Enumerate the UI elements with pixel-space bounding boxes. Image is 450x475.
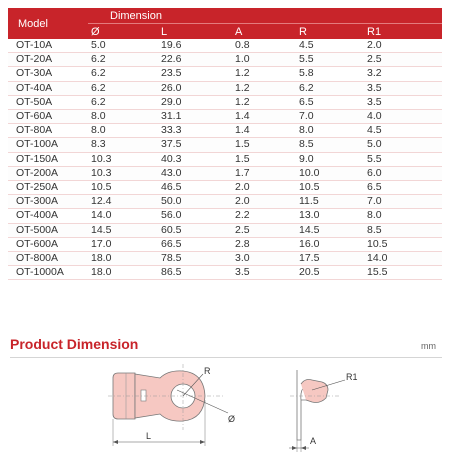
cell-length: 50.0 bbox=[158, 195, 232, 209]
cell-diameter: 10.5 bbox=[88, 181, 158, 195]
cell-diameter: 18.0 bbox=[88, 252, 158, 266]
table-row bbox=[8, 67, 442, 81]
dimension-drawing bbox=[0, 360, 450, 472]
cell-radius-1: 6.0 bbox=[364, 166, 442, 180]
cell-radius: 7.0 bbox=[296, 110, 364, 124]
spec-table bbox=[8, 8, 442, 280]
table-row bbox=[8, 81, 442, 95]
column-header-radius-1: R1 bbox=[364, 24, 442, 40]
cell-radius-1: 10.5 bbox=[364, 237, 442, 251]
cell-length: 33.3 bbox=[158, 124, 232, 138]
cell-model: OT-400A bbox=[8, 209, 88, 223]
cell-radius: 20.5 bbox=[296, 266, 364, 280]
cell-radius-1: 4.5 bbox=[364, 124, 442, 138]
cell-radius-1: 8.0 bbox=[364, 209, 442, 223]
cell-thickness: 1.4 bbox=[232, 110, 296, 124]
column-header-diameter: Ø bbox=[88, 24, 158, 40]
cell-radius-1: 2.0 bbox=[364, 39, 442, 53]
cell-radius-1: 8.5 bbox=[364, 223, 442, 237]
cell-thickness: 1.0 bbox=[232, 53, 296, 67]
cell-radius-1: 3.2 bbox=[364, 67, 442, 81]
cell-radius-1: 6.5 bbox=[364, 181, 442, 195]
section-title: Product Dimension bbox=[10, 336, 139, 352]
cell-model: OT-40A bbox=[8, 81, 88, 95]
side-view-barrel bbox=[301, 380, 328, 403]
cell-thickness: 1.7 bbox=[232, 166, 296, 180]
cell-thickness: 3.5 bbox=[232, 266, 296, 280]
cell-thickness: 1.4 bbox=[232, 124, 296, 138]
cell-diameter: 10.3 bbox=[88, 166, 158, 180]
cell-length: 86.5 bbox=[158, 266, 232, 280]
cell-model: OT-10A bbox=[8, 39, 88, 53]
column-header-radius: R bbox=[296, 24, 364, 40]
cell-diameter: 8.0 bbox=[88, 124, 158, 138]
cell-thickness: 1.2 bbox=[232, 81, 296, 95]
cell-radius: 14.5 bbox=[296, 223, 364, 237]
cell-radius-1: 5.5 bbox=[364, 152, 442, 166]
cell-radius: 9.0 bbox=[296, 152, 364, 166]
table-row bbox=[8, 223, 442, 237]
cell-radius: 5.8 bbox=[296, 67, 364, 81]
ring-terminal-top-view bbox=[108, 364, 235, 446]
cell-radius: 16.0 bbox=[296, 237, 364, 251]
column-header-thickness: A bbox=[232, 24, 296, 40]
cell-thickness: 2.0 bbox=[232, 195, 296, 209]
table-row bbox=[8, 39, 442, 53]
cell-diameter: 18.0 bbox=[88, 266, 158, 280]
cell-diameter: 6.2 bbox=[88, 81, 158, 95]
cell-length: 37.5 bbox=[158, 138, 232, 152]
cell-model: OT-500A bbox=[8, 223, 88, 237]
cell-length: 19.6 bbox=[158, 39, 232, 53]
radius-1-label: R1 bbox=[346, 372, 358, 382]
cell-thickness: 1.5 bbox=[232, 152, 296, 166]
cell-radius: 6.5 bbox=[296, 95, 364, 109]
cell-radius-1: 15.5 bbox=[364, 266, 442, 280]
unit-label: mm bbox=[421, 341, 436, 351]
cell-radius: 8.5 bbox=[296, 138, 364, 152]
cell-length: 66.5 bbox=[158, 237, 232, 251]
cell-length: 26.0 bbox=[158, 81, 232, 95]
cell-radius: 4.5 bbox=[296, 39, 364, 53]
cell-model: OT-60A bbox=[8, 110, 88, 124]
cell-thickness: 2.2 bbox=[232, 209, 296, 223]
table-row bbox=[8, 195, 442, 209]
thickness-label: A bbox=[310, 436, 317, 446]
cell-radius: 8.0 bbox=[296, 124, 364, 138]
cell-length: 78.5 bbox=[158, 252, 232, 266]
cell-thickness: 3.0 bbox=[232, 252, 296, 266]
divider bbox=[10, 357, 442, 358]
radius-label: R bbox=[204, 366, 211, 376]
cell-thickness: 1.5 bbox=[232, 138, 296, 152]
table-row bbox=[8, 252, 442, 266]
cell-diameter: 6.2 bbox=[88, 95, 158, 109]
table-row bbox=[8, 152, 442, 166]
cell-diameter: 5.0 bbox=[88, 39, 158, 53]
cell-model: OT-200A bbox=[8, 166, 88, 180]
cell-length: 31.1 bbox=[158, 110, 232, 124]
cell-radius-1: 3.5 bbox=[364, 81, 442, 95]
cell-diameter: 10.3 bbox=[88, 152, 158, 166]
cell-length: 43.0 bbox=[158, 166, 232, 180]
cell-model: OT-1000A bbox=[8, 266, 88, 280]
table-row bbox=[8, 53, 442, 67]
cell-model: OT-250A bbox=[8, 181, 88, 195]
cell-model: OT-30A bbox=[8, 67, 88, 81]
cell-thickness: 2.0 bbox=[232, 181, 296, 195]
cell-diameter: 14.5 bbox=[88, 223, 158, 237]
table-row bbox=[8, 166, 442, 180]
length-arrow-left bbox=[113, 440, 118, 444]
dimension-header: Dimension bbox=[88, 8, 442, 24]
cell-model: OT-300A bbox=[8, 195, 88, 209]
cell-model: OT-600A bbox=[8, 237, 88, 251]
diameter-label: Ø bbox=[228, 414, 236, 424]
table-row bbox=[8, 237, 442, 251]
cell-radius: 6.2 bbox=[296, 81, 364, 95]
cell-radius: 10.5 bbox=[296, 181, 364, 195]
cell-diameter: 14.0 bbox=[88, 209, 158, 223]
length-label: L bbox=[146, 431, 152, 441]
cell-length: 56.0 bbox=[158, 209, 232, 223]
cell-radius: 11.5 bbox=[296, 195, 364, 209]
cell-diameter: 6.2 bbox=[88, 67, 158, 81]
cell-radius: 13.0 bbox=[296, 209, 364, 223]
cell-length: 29.0 bbox=[158, 95, 232, 109]
cell-model: OT-80A bbox=[8, 124, 88, 138]
table-row bbox=[8, 209, 442, 223]
cell-diameter: 6.2 bbox=[88, 53, 158, 67]
cell-length: 40.3 bbox=[158, 152, 232, 166]
cell-radius-1: 4.0 bbox=[364, 110, 442, 124]
cell-thickness: 1.2 bbox=[232, 95, 296, 109]
table-row bbox=[8, 124, 442, 138]
cell-diameter: 8.0 bbox=[88, 110, 158, 124]
cell-radius-1: 5.0 bbox=[364, 138, 442, 152]
thickness-arrow-left bbox=[292, 446, 297, 450]
cell-model: OT-100A bbox=[8, 138, 88, 152]
column-header-length: L bbox=[158, 24, 232, 40]
cell-thickness: 2.5 bbox=[232, 223, 296, 237]
ring-terminal-side-view bbox=[289, 370, 358, 452]
cell-length: 23.5 bbox=[158, 67, 232, 81]
table-row bbox=[8, 181, 442, 195]
cell-thickness: 1.2 bbox=[232, 67, 296, 81]
cell-length: 46.5 bbox=[158, 181, 232, 195]
cell-diameter: 12.4 bbox=[88, 195, 158, 209]
cell-diameter: 17.0 bbox=[88, 237, 158, 251]
cell-model: OT-20A bbox=[8, 53, 88, 67]
cell-radius-1: 14.0 bbox=[364, 252, 442, 266]
table-row bbox=[8, 95, 442, 109]
length-arrow-right bbox=[200, 440, 205, 444]
cell-length: 60.5 bbox=[158, 223, 232, 237]
cell-model: OT-150A bbox=[8, 152, 88, 166]
crimp-window bbox=[141, 390, 146, 401]
cell-radius: 17.5 bbox=[296, 252, 364, 266]
cell-radius-1: 7.0 bbox=[364, 195, 442, 209]
cell-diameter: 8.3 bbox=[88, 138, 158, 152]
cell-radius: 10.0 bbox=[296, 166, 364, 180]
thickness-arrow-right bbox=[301, 446, 306, 450]
table-row bbox=[8, 138, 442, 152]
table-body bbox=[8, 39, 442, 280]
table-row bbox=[8, 110, 442, 124]
cell-radius: 5.5 bbox=[296, 53, 364, 67]
cell-model: OT-50A bbox=[8, 95, 88, 109]
cell-thickness: 0.8 bbox=[232, 39, 296, 53]
cell-radius-1: 3.5 bbox=[364, 95, 442, 109]
cell-length: 22.6 bbox=[158, 53, 232, 67]
cell-thickness: 2.8 bbox=[232, 237, 296, 251]
cell-model: OT-800A bbox=[8, 252, 88, 266]
model-header: Model bbox=[8, 8, 88, 39]
cell-radius-1: 2.5 bbox=[364, 53, 442, 67]
table-row bbox=[8, 266, 442, 280]
